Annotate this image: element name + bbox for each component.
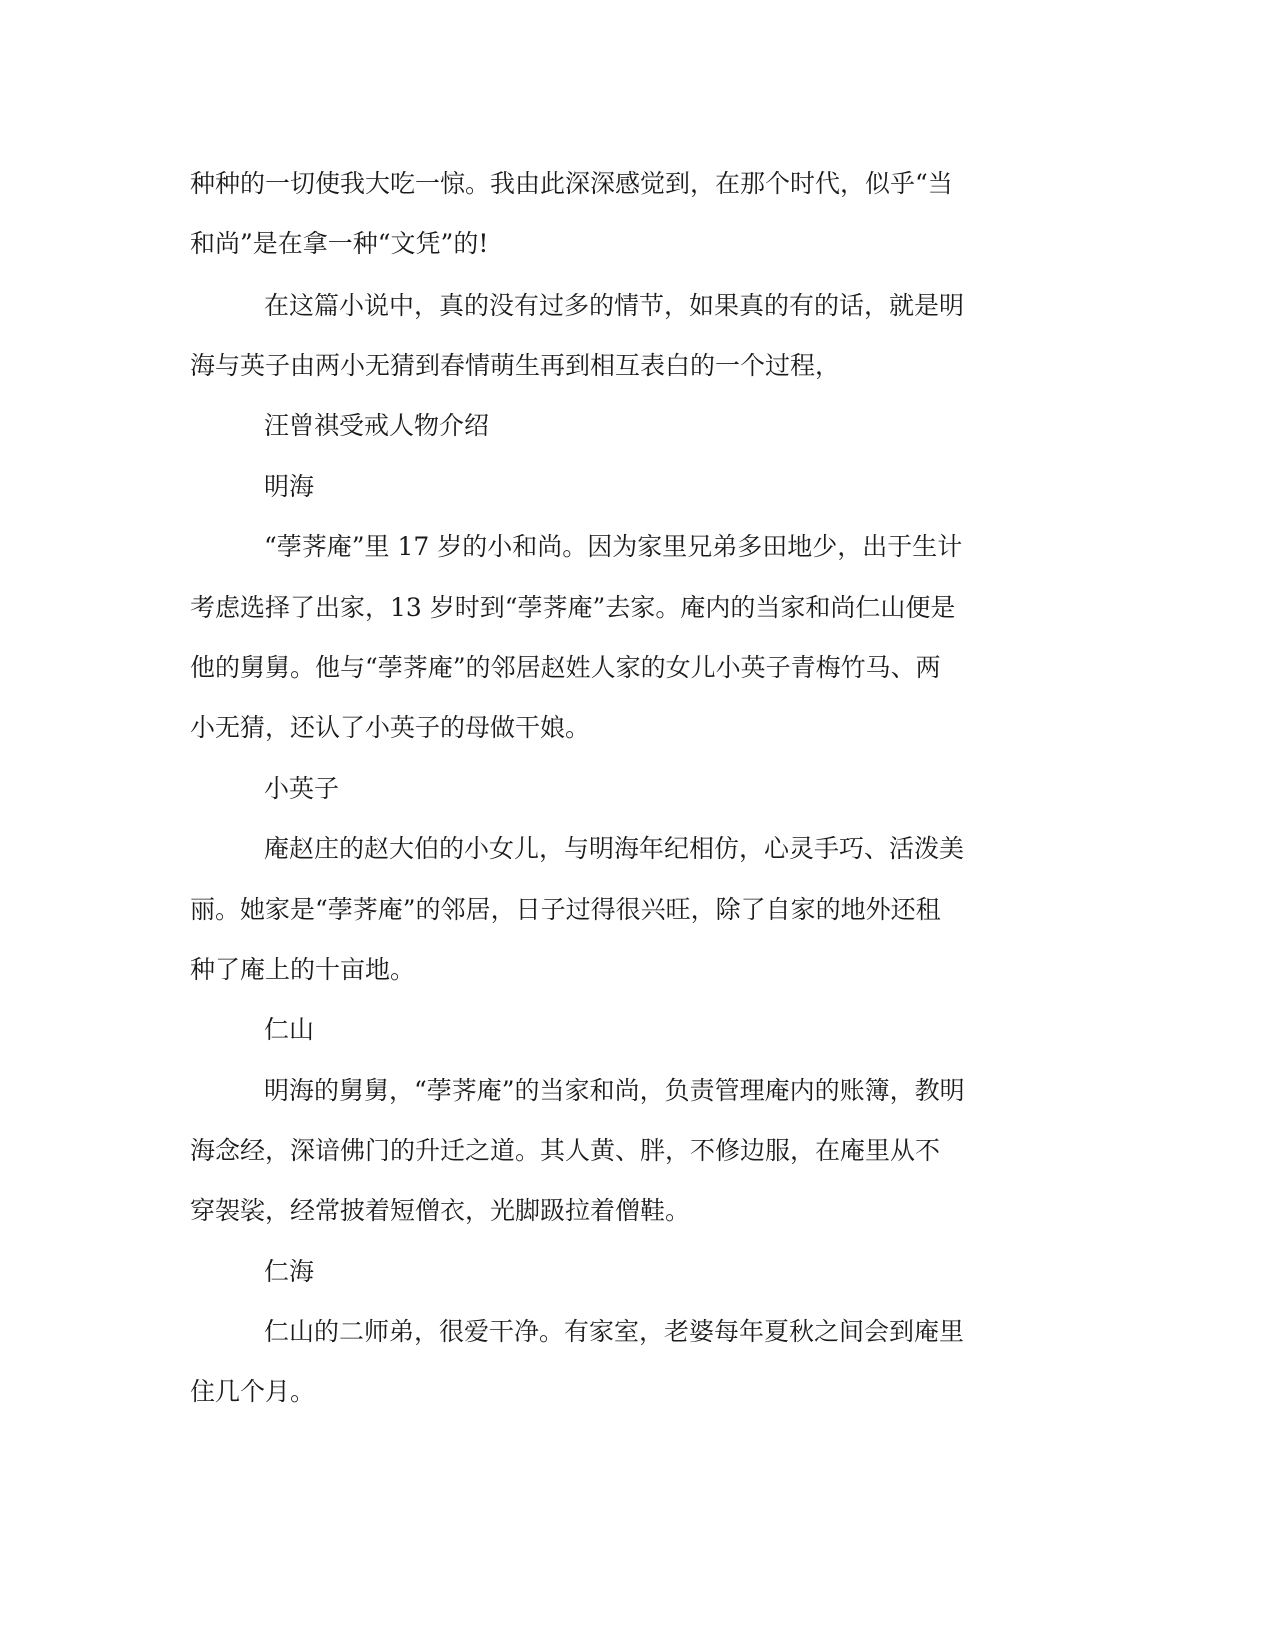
text-line: 种种的一切使我大吃一惊。我由此深深感觉到，在那个时代，似乎“当: [190, 169, 953, 198]
character-name-heading: 仁山: [264, 1015, 315, 1044]
paragraph-start-line: 明海的舅舅，“荸荠庵”的当家和尚，负责管理庵内的账簿，教明: [264, 1076, 965, 1105]
text-line: 海与英子由两小无猜到春情萌生再到相互表白的一个过程，: [190, 351, 841, 380]
paragraph-start-line: 在这篇小说中，真的没有过多的情节，如果真的有的话，就是明: [264, 291, 965, 320]
text-line: 海念经，深谙佛门的升迁之道。其人黄、胖，不修边服，在庵里从不: [190, 1136, 941, 1165]
text-line: 住几个月。: [190, 1377, 316, 1406]
text-line: 穿袈裟，经常披着短僧衣，光脚趿拉着僧鞋。: [190, 1196, 691, 1225]
paragraph-start-line: 仁山的二师弟，很爱干净。有家室，老婆每年夏秋之间会到庵里: [264, 1317, 965, 1346]
character-name-heading: 明海: [264, 472, 315, 501]
paragraph-start-line: “荸荠庵”里 17 岁的小和尚。因为家里兄弟多田地少，出于生计: [264, 532, 963, 561]
text-line: 他的舅舅。他与“荸荠庵”的邻居赵姓人家的女儿小英子青梅竹马、两: [190, 653, 941, 682]
text-line: 和尚”是在拿一种“文凭”的!: [190, 229, 489, 258]
text-line: 小无猜，还认了小英子的母做干娘。: [190, 713, 591, 742]
character-name-heading: 仁海: [264, 1257, 315, 1286]
text-line: 种了庵上的十亩地。: [190, 955, 416, 984]
text-line: 丽。她家是“荸荠庵”的邻居，日子过得很兴旺，除了自家的地外还租: [190, 895, 941, 924]
section-heading: 汪曾祺受戒人物介绍: [264, 411, 490, 440]
paragraph-start-line: 庵赵庄的赵大伯的小女儿，与明海年纪相仿，心灵手巧、活泼美: [264, 834, 965, 863]
character-name-heading: 小英子: [264, 774, 340, 803]
text-line: 考虑选择了出家，13 岁时到“荸荠庵”去家。庵内的当家和尚仁山便是: [190, 593, 956, 622]
